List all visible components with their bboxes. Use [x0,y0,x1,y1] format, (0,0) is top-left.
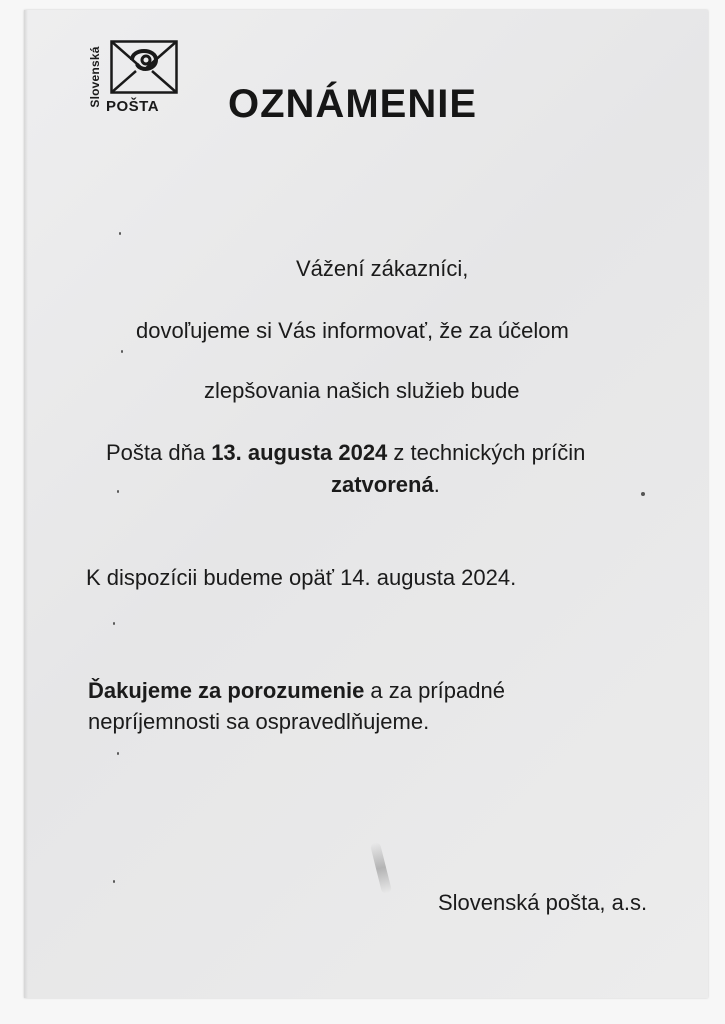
page-title: OZNÁMENIE [228,82,477,126]
paper-speck [113,622,115,625]
line3-prefix: Pošta dňa [106,440,212,465]
paper-speck [121,350,123,353]
reopen-text: K dispozícii budeme opäť 14. augusta 2024. [86,565,517,590]
body-line-4 [331,472,440,498]
body-line-1: dovoľujeme si Vás informovať, že za účelom [136,318,569,343]
closure-date: 13. augusta 2024 [211,440,388,465]
notice-sheet [24,10,708,998]
body-line-3 [106,440,585,466]
paper-speck [113,880,115,883]
body-line-2: zlepšovania našich služieb bude [204,378,520,403]
thanks-bold: Ďakujeme za porozumenie [88,678,365,703]
line3-suffix: z technických príčin [387,440,586,465]
paper-edge [24,10,28,998]
signature: Slovenská pošta, a.s. [438,890,648,915]
paper-speck [119,232,121,235]
greeting-text: Vážení zákazníci, [296,256,469,281]
paper-speck [117,752,119,755]
paper-speck [641,492,645,496]
slovenska-posta-logo [86,36,186,122]
thanks-line [88,678,505,704]
thanks-rest: a za prípadné [364,678,505,703]
logo-brand-text: POŠTA [106,98,160,115]
post-horn-logo-icon [110,40,178,94]
logo-vertical-text [86,36,104,118]
paper-speck [117,490,119,493]
logo-brand-vertical: Slovenská [88,46,102,108]
line4-suffix: . [433,472,440,497]
closed-word: zatvorená [331,472,434,497]
apology-line: nepríjemnosti sa ospravedlňujeme. [88,709,430,734]
